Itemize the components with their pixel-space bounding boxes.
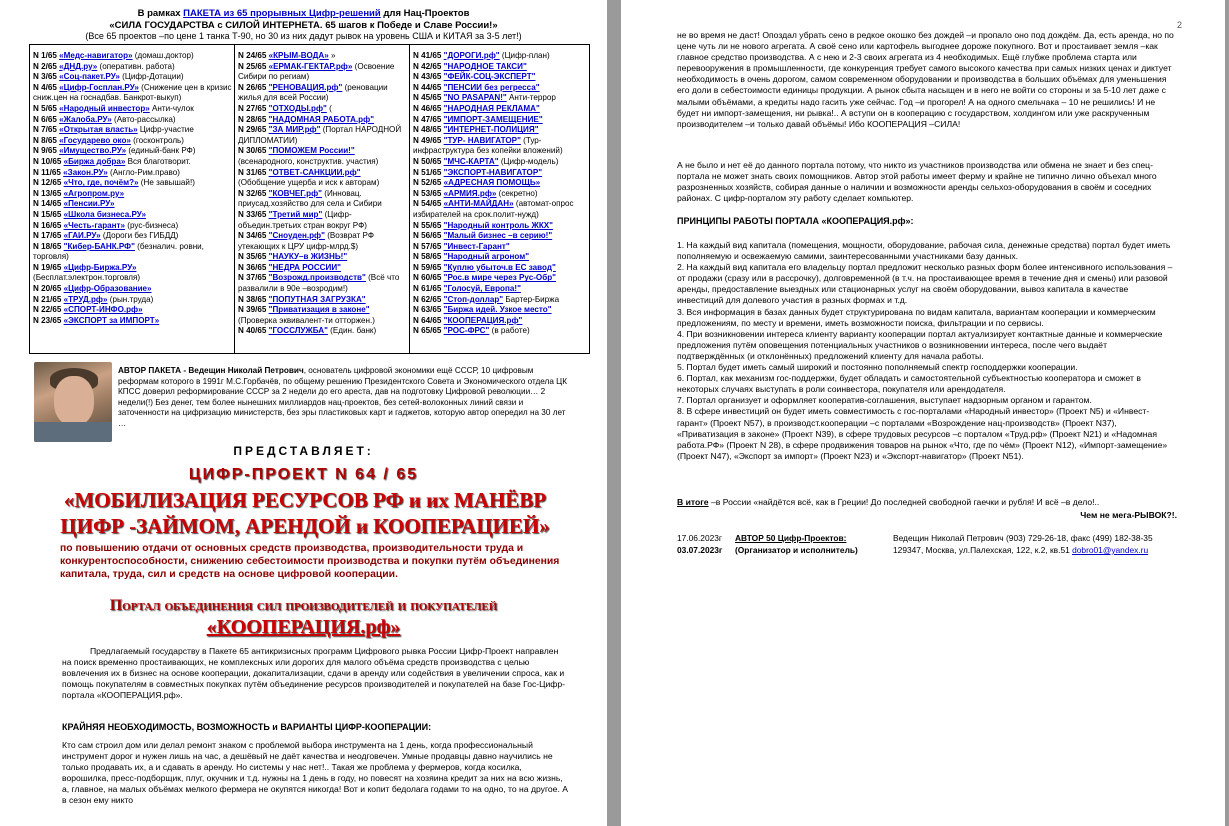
project-entry bbox=[238, 305, 409, 326]
project-link[interactable]: «АНТИ-МАЙДАН» bbox=[443, 199, 514, 209]
project-entry bbox=[413, 115, 589, 126]
project-entry bbox=[413, 326, 589, 337]
project-entry bbox=[413, 157, 589, 168]
project-link[interactable]: «ТРУД.рф» bbox=[63, 294, 108, 304]
author-text: , основатель цифровой экономики ещё СССР, 10 цифровым реформам которого в 1991г М.С.Горбачёв, по общему решению Президентского Совета и Экономического отдела ЦК КПСС доверил реформирование СССР за 2 недели до его ареста, дав на подготовку Цифровой революции… 2 недели(!) Без денег, тем более нынешних миллиардов нац-проектов, без сетей-волоконных линий связи и заточенности на цифризацию министерств, без эры пластиковых карт и гаджетов, которую автор опередил на 30 лет … bbox=[118, 366, 567, 428]
projects-column-2 bbox=[235, 45, 410, 353]
project-number-label: N 11/65 bbox=[33, 167, 64, 177]
project-number-label: N 2/65 bbox=[33, 61, 60, 71]
project-description: (в работе) bbox=[489, 326, 530, 336]
projects-column-1 bbox=[30, 45, 235, 353]
project-description: (Цифр-Дотации) bbox=[119, 72, 184, 82]
project-link[interactable]: «ЕРМАК-ГЕКТАР.рф» bbox=[268, 61, 353, 71]
header-line-3: (Все 65 проектов –по цене 1 танка Т-90, но 30 из них дадут рывок на уровень США и КИТАЯ за 3-5 лет!) bbox=[85, 31, 522, 41]
project-entry bbox=[238, 263, 409, 274]
project-link[interactable]: "Сноуден.рф" bbox=[268, 231, 325, 241]
project-link[interactable]: «Цифр-Госплан.РУ» bbox=[59, 82, 139, 92]
project-number-label: N 28/65 bbox=[238, 114, 269, 124]
project-entry bbox=[33, 51, 234, 62]
project-entry bbox=[413, 51, 589, 62]
project-entry bbox=[413, 273, 589, 284]
project-link[interactable]: «ЭКСПОРТ за ИМПОРТ» bbox=[63, 315, 160, 325]
project-number: ЦИФР-ПРОЕКТ N 64 / 65 bbox=[188, 466, 419, 483]
project-link[interactable]: «СПОРТ-ИНФО.рф» bbox=[63, 305, 143, 315]
intro-paragraph: Предлагаемый государству в Пакете 65 антикризисных программ Цифрового рывка России Цифр-Проект направлен на поиск временно простаивающих, не комплексных или дорогих для малого объёма средств производства с целью вовлечения их в бизнес на основе кооперации, докапитализации, сдачи в аренду или содействия в увеличении спроса, как и помощь покупателям в совместных покупках путём объединение ресурсов производителей и покупателей на базе Гос-Цифр-портала «КООПЕРАЦИЯ.рф». bbox=[62, 646, 566, 700]
project-link[interactable]: "Рос.в мире через Рус-Обр" bbox=[443, 273, 557, 283]
project-description: (секретно) bbox=[496, 188, 538, 198]
author-photo bbox=[34, 362, 112, 442]
project-entry bbox=[413, 263, 589, 274]
project-entry bbox=[33, 305, 234, 316]
project-entry bbox=[413, 72, 589, 83]
project-entry bbox=[33, 125, 234, 136]
project-description: (Возврат РФ утекающих к ЦРУ цифр-млрд.$) bbox=[238, 231, 374, 251]
project-number-label: N 60/65 bbox=[413, 273, 444, 283]
project-link[interactable]: «Открытая власть» bbox=[59, 125, 138, 135]
project-number-label: N 20/65 bbox=[33, 284, 64, 294]
body-paragraph: Кто сам строил дом или делал ремонт знаком с проблемой выбора инструмента на 1 день, когда профессиональный инструмент дорог и нужен лишь на час, а дешёвый не даёт качества и неодговечен. Умные продавцы давно научились не только продавать их, а и сдавать в аренду. Но системы у нас нет!.. Такая же проблема у фермеров, когда косилка, ворошилка, пресс-подборщик, плуг, окучник и т.д. нужны на 1 день в году, но повесят на хозяина кредит за них на всю жизнь, а, главное, на малых объёмах мелкого фермера не окупятся никогда! Вот и копит бедолага годами то на одно, то на другое. А в сезон ему никто bbox=[62, 740, 568, 805]
project-description: (Тур-инфраструктура без копейки вложений) bbox=[413, 135, 563, 156]
project-number-label: N 56/65 bbox=[413, 231, 444, 241]
project-entry bbox=[33, 136, 234, 147]
project-number-label: N 15/65 bbox=[33, 209, 64, 219]
project-description: (рын.труда) bbox=[107, 294, 154, 304]
project-number-label: N 26/65 bbox=[238, 82, 269, 92]
project-link[interactable]: "ПОПУТНАЯ ЗАГРУЗКА" bbox=[268, 294, 366, 304]
project-link[interactable]: "НЕДРА РОССИИ" bbox=[268, 262, 341, 272]
page2-paragraph-1: не во время не даст! Опоздал убрать сено в редкое окошко без дождей –и пропало оно под дождём. Да, есть аренда, но по цене чуть ли не нового агрегата. А своё сено или картофель выгоднее дороже покупного. Вот и простаивает земля –как главное средство производства. А с нею и 2-3 своих агрегата из 4 необходимых. Ещё глубже проблема старта или перевооружения в промышленности, где конкуренция требует самого высокого качества при самых низких ценах и диктует необходимость в очень дорогом, самом современном оборудовании и производства в больших объёмах для уменьшения его доли в себестоимости единицы продукции. А рынок сбыта насыщен и в него не войти со стороны и за 5-10 лет даже с малыми объёмами, а кредиты надо гасить уже сейчас. Год –и прогорел! А на одного смельчака – 10 не решились! И не будет ни импорт-замещения, ни рывка!.. А вступи он в кооперацию с государством, холдингом или уже раскрученным производителем –и только давай объёмы! Ибо КООПЕРАЦИЯ –СИЛА! bbox=[677, 30, 1174, 129]
title-line-2: ЦИФР -ЗАЙМОМ, АРЕНДОЙ и КООПЕРАЦИЕЙ» bbox=[60, 514, 550, 538]
project-entry bbox=[413, 125, 589, 136]
project-link[interactable]: "NO PASAPAN!" bbox=[443, 93, 507, 103]
project-entry bbox=[413, 83, 589, 94]
project-description: (Всё что развалили в 90е –возродим!) bbox=[238, 273, 400, 294]
project-description: (Освоение Сибири по региам) bbox=[238, 61, 395, 82]
principle-item: 4. При возникновении интереса клиенту варианту кооперации портал актуализирует контактные данные и коммерческие предложения путём оповещения потенциальных участников о возникновении интереса, после чего выдаёт подтверждённых (и отклонённых) предложений клиенту для начала работы. bbox=[677, 328, 1163, 361]
project-description: (Не завышай!) bbox=[138, 178, 195, 188]
portal-heading: Портал объединения сил производителей и покупателей bbox=[109, 597, 498, 614]
signature-date-2: 03.07.2023г bbox=[677, 545, 723, 555]
project-entry bbox=[413, 316, 589, 327]
package-link[interactable]: ПАКЕТА из 65 прорывных Цифр-решений bbox=[183, 8, 381, 19]
project-number-label: N 42/65 bbox=[413, 61, 444, 71]
project-entry bbox=[413, 231, 589, 242]
project-number-label: N 47/65 bbox=[413, 114, 444, 124]
project-entry bbox=[238, 146, 409, 167]
project-number-label: N 37/65 bbox=[238, 273, 269, 283]
projects-table bbox=[29, 44, 590, 354]
project-number-label: N 23/65 bbox=[33, 315, 64, 325]
principle-item: 1. На каждый вид капитала (помещения, мощности, оборудование, рабочая сила, денежные средства) портал будет иметь пополняемую и освежаемую самими, заинтересованными участниками базу данных. bbox=[677, 240, 1171, 262]
principle-item: 8. В сфере инвестиций он будет иметь совместимость с гос-порталами «Народный инвестор» (Проект N5) и «Инвест-гарант» (Проект N57), в производст.кооперации –с порталами «Возрождение нац-производств» (Проект N37), «Приватизация в законе» (Проект N39), в сфере трудовых ресурсов –с порталом «Труд.рф» (Проект N21) и «Надомная работа.РФ» (Проект N 28), в сфере продвижения товаров на рынок «Что, где по чём» (Проект N12), «Импорт-замещение» (Проект N47), «Экспорт за импорт» (Проект N23) и «Экспорт-навигатор» (Проект N51). bbox=[677, 406, 1168, 461]
project-number-label: N 44/65 bbox=[413, 82, 444, 92]
project-entry bbox=[33, 115, 234, 126]
project-entry bbox=[413, 93, 589, 104]
conclusion-text: –в России «найдётся всё, как в Греции! До последней свободной гаечки и рубля! И всё –в дело!.. bbox=[708, 497, 1100, 507]
principle-item: 5. Портал будет иметь самый широкий и постоянно пополняемый спектр господдержки кооперации. bbox=[677, 362, 1078, 373]
project-link[interactable]: "ТУР- НАВИГАТОР" bbox=[443, 135, 521, 145]
principles-heading: ПРИНЦИПЫ РАБОТЫ ПОРТАЛА «КООПЕРАЦИЯ.рф»: bbox=[677, 216, 914, 226]
conclusion-slogan: Чем не мега-РЫВОК?!. bbox=[1080, 510, 1177, 520]
document-page-2 bbox=[621, 0, 1225, 826]
project-description: (рус-бизнеса) bbox=[125, 220, 179, 230]
project-entry bbox=[238, 115, 409, 126]
project-entry bbox=[413, 168, 589, 179]
project-number-label: N 21/65 bbox=[33, 294, 64, 304]
project-link[interactable]: «ГАИ.РУ» bbox=[63, 231, 101, 241]
project-link[interactable]: «Цифр-Образование» bbox=[63, 284, 152, 294]
project-entry bbox=[413, 305, 589, 316]
project-number-label: N 14/65 bbox=[33, 199, 64, 209]
email-link[interactable]: dobro01@yandex.ru bbox=[1072, 545, 1149, 555]
project-link[interactable]: "ДОРОГИ.рф" bbox=[443, 51, 500, 60]
project-number-label: N 16/65 bbox=[33, 220, 64, 230]
signature-name-contacts: Ведещин Николай Петрович (903) 729-26-18, факс (499) 182-38-35 bbox=[893, 533, 1153, 543]
project-description: » bbox=[328, 51, 336, 60]
project-link[interactable]: "Народный агроном" bbox=[443, 252, 530, 262]
project-number-label: N 57/65 bbox=[413, 241, 444, 251]
project-description: (Портал НАРОДНОЙ ДИПЛОМАТИИ) bbox=[238, 125, 402, 145]
project-description: (Дороги без ГИБДД) bbox=[100, 231, 179, 241]
author-paragraph bbox=[118, 366, 568, 429]
project-link[interactable]: "КООПЕРАЦИЯ.рф" bbox=[443, 315, 523, 325]
project-link[interactable]: "ЭКСПОРТ-НАВИГАТОР" bbox=[443, 167, 543, 177]
project-link[interactable]: «ДНД.ру» bbox=[59, 61, 98, 71]
project-entry bbox=[33, 146, 234, 157]
project-entry bbox=[238, 51, 409, 62]
project-description: (Снижение цен в кризис сниж.цен на госнадбав. Банкрот-выкуп) bbox=[33, 82, 232, 103]
project-number-label: N 4/65 bbox=[33, 82, 60, 92]
project-description: ( bbox=[326, 103, 332, 113]
project-number-label: N 27/65 bbox=[238, 103, 269, 113]
project-number-label: N 35/65 bbox=[238, 252, 269, 262]
project-entry bbox=[33, 199, 234, 210]
project-link[interactable]: "ОТХОДЫ.рф" bbox=[268, 103, 327, 113]
project-entry bbox=[33, 168, 234, 179]
project-number-label: N 61/65 bbox=[413, 284, 444, 294]
project-number-label: N 34/65 bbox=[238, 231, 269, 241]
project-entry bbox=[413, 295, 589, 306]
project-link[interactable]: "ИМПОРТ-ЗАМЕЩЕНИЕ" bbox=[443, 114, 543, 124]
project-entry bbox=[33, 210, 234, 221]
project-link[interactable]: "Куплю убыточ.в ЕС завод" bbox=[443, 262, 556, 272]
project-description: (Авто-рассылка) bbox=[111, 114, 176, 124]
project-number-label: N 12/65 bbox=[33, 178, 64, 188]
project-link[interactable]: "ИНТЕРНЕТ-ПОЛИЦИЯ" bbox=[443, 125, 539, 135]
project-description: (реновации жилья для всей России) bbox=[238, 82, 388, 103]
project-number-label: N 51/65 bbox=[413, 167, 444, 177]
project-number-label: N 31/65 bbox=[238, 167, 269, 177]
project-link[interactable]: "НАРОДНОЕ ТАКСИ" bbox=[443, 61, 527, 71]
project-link[interactable]: "ГОССЛУЖБА" bbox=[268, 326, 328, 336]
project-entry bbox=[413, 104, 589, 115]
project-link[interactable]: «Государево око» bbox=[59, 135, 131, 145]
signature-author-label: АВТОР 50 Цифр-Проектов: bbox=[735, 533, 847, 543]
project-link[interactable]: «АРМИЯ.рф» bbox=[443, 188, 497, 198]
project-entry bbox=[238, 168, 409, 189]
project-link[interactable]: "Стоп-доллар" bbox=[443, 294, 504, 304]
project-number-label: N 59/65 bbox=[413, 262, 444, 272]
document-page-1 bbox=[0, 0, 607, 826]
project-number-label: N 13/65 bbox=[33, 188, 64, 198]
project-number-label: N 9/65 bbox=[33, 146, 60, 156]
project-entry bbox=[413, 221, 589, 232]
header-line-1 bbox=[0, 8, 607, 20]
project-entry bbox=[33, 284, 234, 295]
project-number-label: N 25/65 bbox=[238, 61, 269, 71]
page-number: 2 bbox=[1177, 20, 1183, 30]
project-link[interactable]: "ПЕНСИИ без регресса" bbox=[443, 82, 540, 92]
project-description: (автомат-опрос избирателей на срок.полит-нужд) bbox=[413, 199, 574, 219]
project-link[interactable]: "ОТВЕТ-САНКЦИИ.рф" bbox=[268, 167, 361, 177]
projects-column-3 bbox=[410, 45, 589, 353]
project-entry bbox=[413, 284, 589, 295]
project-link[interactable]: «Агропром.ру» bbox=[63, 188, 125, 198]
project-number-label: N 50/65 bbox=[413, 156, 444, 166]
address-text: 129347, Москва, ул.Палехская, 122, к.2, кв.51 bbox=[893, 545, 1070, 555]
project-entry bbox=[33, 189, 234, 200]
principles-list bbox=[677, 240, 1177, 462]
project-entry bbox=[33, 242, 234, 263]
project-link[interactable]: «Соц-пакет.РУ» bbox=[59, 72, 120, 82]
project-entry bbox=[33, 295, 234, 306]
project-link[interactable]: «Медс-навигатор» bbox=[59, 51, 133, 60]
project-description: (всенародного, конструктив. участия) bbox=[238, 156, 379, 166]
project-number-label: N 22/65 bbox=[33, 305, 64, 315]
project-description: Анти-чулок bbox=[149, 103, 194, 113]
presents-heading: ПРЕДСТАВЛЯЕТ: bbox=[233, 444, 374, 458]
project-number-label: N 58/65 bbox=[413, 252, 444, 262]
project-number-label: N 46/65 bbox=[413, 103, 444, 113]
principle-item: 3. Вся информация в базах данных будет структурирована по видам капитала, вариантам кооперации и коммерческим предложениям, по месту и времени, иметь возможности поиска, фильтрации и по сервисы. bbox=[677, 306, 1156, 328]
project-link[interactable]: «АДРЕСНАЯ ПОМОЩЬ» bbox=[443, 178, 541, 188]
project-number-label: N 62/65 bbox=[413, 294, 444, 304]
project-link[interactable]: «Биржа добра» bbox=[63, 156, 126, 166]
project-link[interactable]: "НАДОМНАЯ РАБОТА.рф" bbox=[268, 114, 375, 124]
project-link[interactable]: "Голосуй, Европа!" bbox=[443, 284, 521, 294]
project-number-label: N 7/65 bbox=[33, 125, 60, 135]
project-number-label: N 32/65 bbox=[238, 188, 269, 198]
title-subtitle: по повышению отдачи от основных средств производства, производительности труда и конкурентоспособности, снижению себестоимости производства и покупки путём объединения капитала, труда, сил и средств на основе цифровой кооперации. bbox=[60, 543, 560, 580]
project-number-label: N 19/65 bbox=[33, 262, 64, 272]
project-number-label: N 52/65 bbox=[413, 178, 444, 188]
page2-paragraph-2: А не было и нет её до данного портала потому, что никто из участников производства или обмена не знает и без спец-портала не может знать своих помощников. Автор этой работы имеет ферму и крайне не типично лично объехал много разрозненных хозяйств, собирая данные о наличии и возможности аренды сельхоз-оборудования в своём и соседних районах. С цифр-порталом эту работу сделает компьютер. bbox=[677, 160, 1157, 204]
project-link[interactable]: "ФЕЙК-СОЦ-ЭКСПЕРТ" bbox=[443, 72, 536, 82]
project-description: (госконтроль) bbox=[130, 135, 184, 145]
project-number-label: N 17/65 bbox=[33, 231, 64, 241]
title-line-1: «МОБИЛИЗАЦИЯ РЕСУРСОВ РФ и их МАНЁВР bbox=[63, 488, 547, 512]
project-description: (Един. банк) bbox=[327, 326, 377, 336]
principle-item: 2. На каждый вид капитала его владельцу портал предложит несколько разных форм более интенсивного использования –от продажи (сразу или в рассрочку), долговременной (в т.ч. на простаивающее время в течение дня и смены) или разовой аренды, предоставление выездных или стационарных услуг на своём оборудовании, вывоз капитала в качестве инвестиций для долевого участия в разных формах и т.д. bbox=[677, 262, 1173, 306]
project-entry bbox=[413, 178, 589, 189]
project-description: Анти-террор bbox=[506, 93, 556, 103]
project-entry bbox=[33, 157, 234, 168]
project-entry bbox=[33, 221, 234, 232]
project-entry bbox=[33, 62, 234, 73]
project-entry bbox=[238, 189, 409, 210]
project-number-label: N 53/65 bbox=[413, 188, 444, 198]
project-number-label: N 6/65 bbox=[33, 114, 60, 124]
project-description: (Цифр-объедин.третьих стран вокруг РФ) bbox=[238, 209, 367, 230]
project-entry bbox=[238, 125, 409, 146]
project-link[interactable]: «Закон.РУ» bbox=[63, 167, 108, 177]
conclusion bbox=[677, 497, 1177, 508]
project-link[interactable]: «Пенсии.РУ» bbox=[63, 199, 115, 209]
project-description: (безналич. ровни, торговля) bbox=[33, 241, 204, 262]
project-link[interactable]: "ЗА МИР.рф" bbox=[268, 125, 321, 135]
project-number-label: N 54/65 bbox=[413, 199, 444, 209]
project-entry bbox=[238, 210, 409, 231]
header-suffix: для Нац-Проектов bbox=[380, 8, 470, 19]
project-link[interactable]: «Жалоба.РУ» bbox=[59, 114, 112, 124]
principle-item: 7. Портал организует и оформляет кооператив-соглашения, выступает надзорным органом и гарантом. bbox=[677, 395, 1092, 406]
project-description: (Цифр-модель) bbox=[498, 156, 559, 166]
project-number-label: N 64/65 bbox=[413, 315, 444, 325]
project-entry bbox=[33, 83, 234, 104]
project-number-label: N 24/65 bbox=[238, 51, 269, 60]
header-prefix: В рамках bbox=[137, 8, 184, 19]
project-description: (Проверка эквивалент-ти отторжен.) bbox=[238, 315, 375, 325]
project-number-label: N 65/65 bbox=[413, 326, 444, 336]
project-link[interactable]: "МЧС-КАРТА" bbox=[443, 156, 499, 166]
project-number-label: N 29/65 bbox=[238, 125, 269, 135]
author-name: Ведещин Николай Петрович bbox=[188, 366, 304, 375]
project-number-label: N 36/65 bbox=[238, 262, 269, 272]
project-link[interactable]: "Биржа идей. Узкое место" bbox=[443, 305, 552, 315]
principle-item: 6. Портал, как механизм гос-поддержки, будет обладать и самостоятельной субъектностью кооператора и сможет в некоторых случаях выступать в роли соинвестора, покупателя или арендодателя. bbox=[677, 373, 1141, 395]
project-entry bbox=[238, 252, 409, 263]
project-entry bbox=[33, 231, 234, 242]
project-entry bbox=[413, 252, 589, 263]
project-number-label: N 40/65 bbox=[238, 326, 269, 336]
project-link[interactable]: «Школа бизнеса.РУ» bbox=[63, 209, 146, 219]
project-number-label: N 33/65 bbox=[238, 209, 269, 219]
signature-date-1: 17.06.2023г bbox=[677, 533, 722, 543]
project-number-label: N 48/65 bbox=[413, 125, 444, 135]
project-number-label: N 1/65 bbox=[33, 51, 60, 60]
project-entry bbox=[238, 231, 409, 252]
signature-address bbox=[893, 545, 1148, 555]
project-number-label: N 38/65 bbox=[238, 294, 269, 304]
project-link[interactable]: "РОС-ФРС" bbox=[443, 326, 490, 336]
project-link[interactable]: "НАУКУ–в ЖИЗНЬ!" bbox=[268, 252, 348, 262]
project-number-label: N 3/65 bbox=[33, 72, 60, 82]
project-link[interactable]: «Что, где, почём?» bbox=[63, 178, 139, 188]
project-link[interactable]: "Кибер-БАНК.РФ" bbox=[63, 241, 135, 251]
project-title bbox=[40, 487, 570, 539]
project-link[interactable]: "Инвест-Гарант" bbox=[443, 241, 510, 251]
project-number-label: N 30/65 bbox=[238, 146, 269, 156]
project-number-label: N 49/65 bbox=[413, 135, 444, 145]
project-link[interactable]: "НАРОДНАЯ РЕКЛАМА" bbox=[443, 103, 540, 113]
project-link[interactable]: «Народный инвестор» bbox=[59, 103, 150, 113]
project-number-label: N 63/65 bbox=[413, 305, 444, 315]
project-description: (Инновац. приусад.хозяйство для села и Сибири bbox=[238, 188, 382, 209]
project-number-label: N 18/65 bbox=[33, 241, 64, 251]
portal-name: «КООПЕРАЦИЯ.рф» bbox=[206, 616, 401, 638]
project-entry bbox=[413, 242, 589, 253]
project-number-label: N 41/65 bbox=[413, 51, 444, 60]
project-link[interactable]: "КОВЧЕГ.рф" bbox=[268, 188, 322, 198]
project-description: (Англо-Рим.право) bbox=[107, 167, 180, 177]
project-entry bbox=[238, 326, 409, 337]
project-entry bbox=[413, 199, 589, 220]
project-description: Цифр-участие bbox=[137, 125, 194, 135]
project-entry bbox=[413, 136, 589, 157]
project-entry bbox=[33, 263, 234, 284]
section-heading: КРАЙНЯЯ НЕОБХОДИМОСТЬ, ВОЗМОЖНОСТЬ и ВАРИАНТЫ ЦИФР-КООПЕРАЦИИ: bbox=[62, 722, 432, 732]
project-entry bbox=[413, 62, 589, 73]
project-entry bbox=[238, 295, 409, 306]
project-number-label: N 10/65 bbox=[33, 156, 64, 166]
project-number-label: N 8/65 bbox=[33, 135, 60, 145]
header-line-2: «СИЛА ГОСУДАРСТВА с СИЛОЙ ИНТЕРНЕТА. 65 шагов к Победе и Славе России!» bbox=[109, 19, 498, 31]
project-link[interactable]: «Цифр-Биржа.РУ» bbox=[63, 262, 137, 272]
project-entry bbox=[33, 178, 234, 189]
project-entry bbox=[238, 62, 409, 83]
project-link[interactable]: "Третий мир" bbox=[268, 209, 323, 219]
author-label: АВТОР ПАКЕТА - bbox=[118, 366, 187, 375]
project-entry bbox=[33, 316, 234, 327]
project-link[interactable]: "РЕНОВАЦИЯ.рф" bbox=[268, 82, 343, 92]
project-number-label: N 5/65 bbox=[33, 103, 60, 113]
project-description: (Цифр-план) bbox=[499, 51, 550, 60]
project-entry bbox=[238, 104, 409, 115]
project-entry bbox=[413, 189, 589, 200]
project-description: Бартер-Биржа bbox=[503, 294, 560, 304]
project-link[interactable]: "Приватизация в законе" bbox=[268, 305, 370, 315]
project-entry bbox=[33, 104, 234, 115]
project-number-label: N 45/65 bbox=[413, 93, 444, 103]
project-number-label: N 43/65 bbox=[413, 72, 444, 82]
project-description: (домаш.доктор) bbox=[132, 51, 194, 60]
project-description: Вся благотворит. bbox=[125, 156, 191, 166]
project-description: (Обобщение ущерба и иск к авторам) bbox=[238, 178, 380, 188]
project-link[interactable]: "Народный контроль ЖКХ" bbox=[443, 220, 554, 230]
project-number-label: N 55/65 bbox=[413, 220, 444, 230]
project-link[interactable]: "Возрожд.производств" bbox=[268, 273, 366, 283]
conclusion-label: В итоге bbox=[677, 497, 709, 507]
project-link[interactable]: «Имущество.РУ» bbox=[59, 146, 127, 156]
signature-role: (Организатор и исполнитель) bbox=[735, 545, 858, 555]
project-description: (оперативн. работа) bbox=[97, 61, 175, 71]
project-entry bbox=[33, 72, 234, 83]
project-link[interactable]: "ПОМОЖЕМ России!" bbox=[268, 146, 355, 156]
project-description: (Бесплат.электрон.торговля) bbox=[33, 273, 141, 283]
project-number-label: N 39/65 bbox=[238, 305, 269, 315]
project-link[interactable]: «Честь-гарант» bbox=[63, 220, 126, 230]
project-entry bbox=[238, 83, 409, 104]
project-link[interactable]: «КРЫМ-ВОДА» bbox=[268, 51, 329, 60]
project-description: (единый-банк РФ) bbox=[126, 146, 196, 156]
project-entry bbox=[238, 273, 409, 294]
project-link[interactable]: "Малый бизнес –в серию!" bbox=[443, 231, 553, 241]
